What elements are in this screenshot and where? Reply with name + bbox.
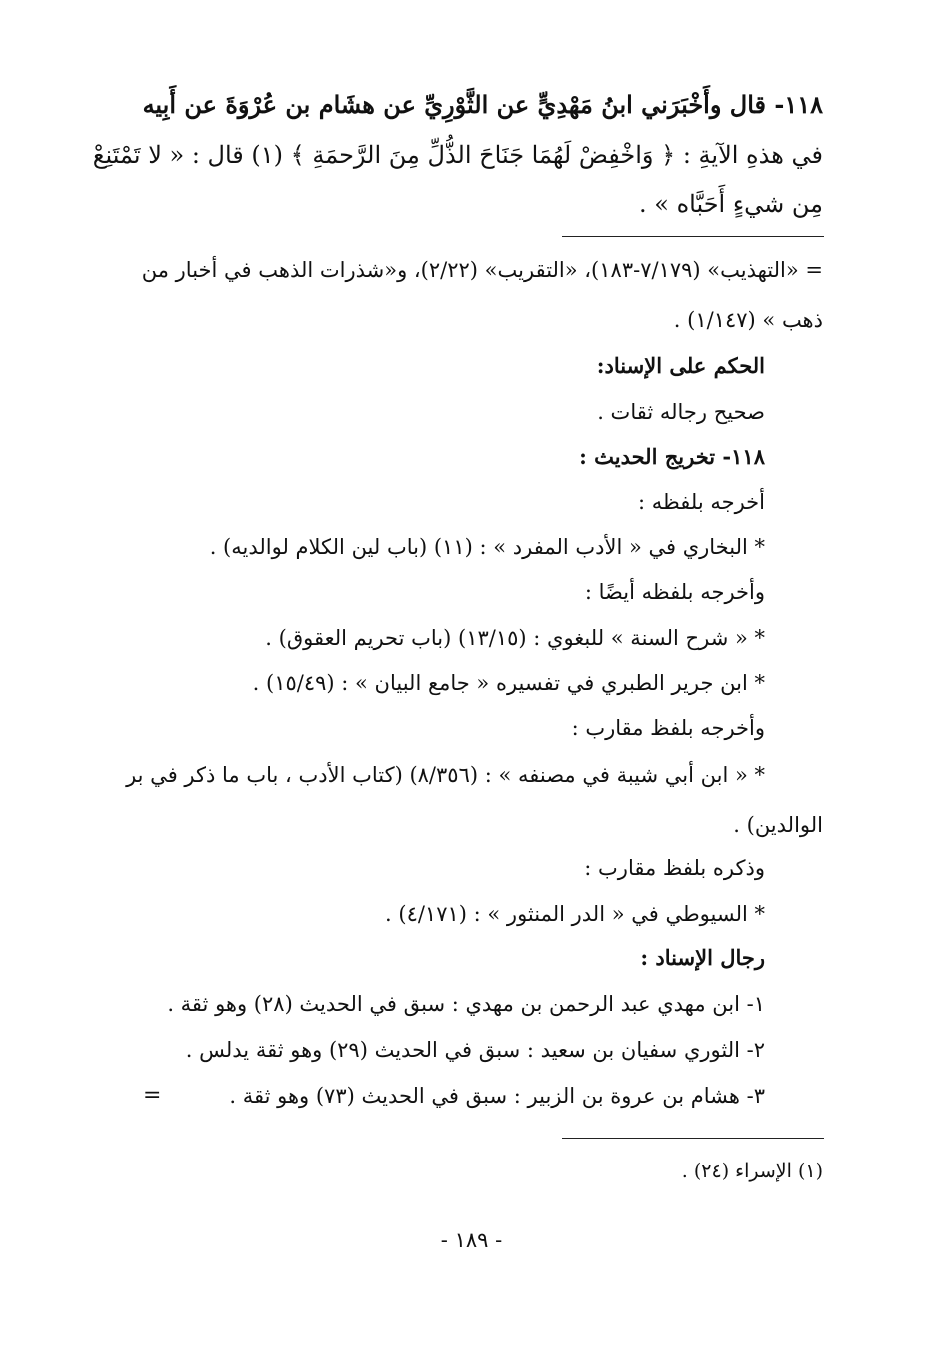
footnote-text: (١) الإسراء (٢٤) . (681, 1160, 823, 1182)
hadith-line-3: مِن شيءٍ أَحَبَّاه » . (639, 190, 823, 218)
takhrij-item: وأخرجه بلفظه أيضًا : (584, 580, 765, 604)
takhrij-item: * ابن جرير الطبري في تفسيره « جامع البيان » : (١٥/٤٩) . (252, 671, 765, 695)
continued-mark: = (143, 1083, 162, 1108)
narrator-item: ٢- الثوري سفيان بن سعيد : سبق في الحديث (٢٩) وهو ثقة يدلس . (185, 1038, 765, 1062)
continuation-line-1: = «التهذيب» (٧/١٧٩-١٨٣)، «التقريب» (٢/٢٢)، و«شذرات الذهب في أخبار من (141, 258, 823, 282)
continuation-line-2: ذهب » (١/١٤٧) . (673, 308, 823, 332)
narrators-heading: رجال الإسناد : (640, 945, 765, 970)
footnote-divider (562, 1138, 824, 1139)
takhrij-item: وذكره بلفظ مقارب : (584, 856, 765, 880)
takhrij-heading: ١١٨- تخريج الحديث : (579, 444, 765, 469)
ruling-heading: الحكم على الإسناد: (596, 353, 765, 378)
takhrij-item: الوالدين) . (733, 813, 823, 837)
top-divider (562, 236, 824, 237)
ruling-text: صحيح رجاله ثقات . (597, 400, 765, 424)
hadith-line-1: ١١٨- قال وأَخْبَرَني ابنُ مَهْدِيٍّ عن الثَّوْرِيِّ عن هشَام بن عُرْوَةَ عن أَبِيه (142, 90, 823, 119)
narrator-item: ١- ابن مهدي عبد الرحمن بن مهدي : سبق في الحديث (٢٨) وهو ثقة . (167, 992, 765, 1016)
takhrij-item: أخرجه بلفظه : (638, 490, 765, 514)
takhrij-item: * « ابن أبي شيبة في مصنفه » : (٨/٣٥٦) (كتاب الأدب ، باب ما ذكر في بر (126, 763, 765, 787)
narrator-item: ٣- هشام بن عروة بن الزبير : سبق في الحديث (٧٣) وهو ثقة . (229, 1084, 765, 1108)
takhrij-item: * السيوطي في « الدر المنثور » : (٤/١٧١) . (385, 902, 765, 926)
takhrij-item: وأخرجه بلفظ مقارب : (571, 716, 765, 740)
hadith-line-2: في هذهِ الآيةِ : ﴿ وَاخْفِضْ لَهُمَا جَنَاحَ الذُّلِّ مِنَ الرَّحمَةِ ﴾ (١) قال : « لا تَمْتَنِعْ (92, 141, 823, 169)
takhrij-item: * « شرح السنة » للبغوي : (١٣/١٥) (باب تحريم العقوق) . (265, 626, 765, 650)
page-number: - ١٨٩ - (440, 1228, 503, 1252)
takhrij-item: * البخاري في « الأدب المفرد » : (١١) (باب لين الكلام لوالديه) . (209, 535, 765, 559)
